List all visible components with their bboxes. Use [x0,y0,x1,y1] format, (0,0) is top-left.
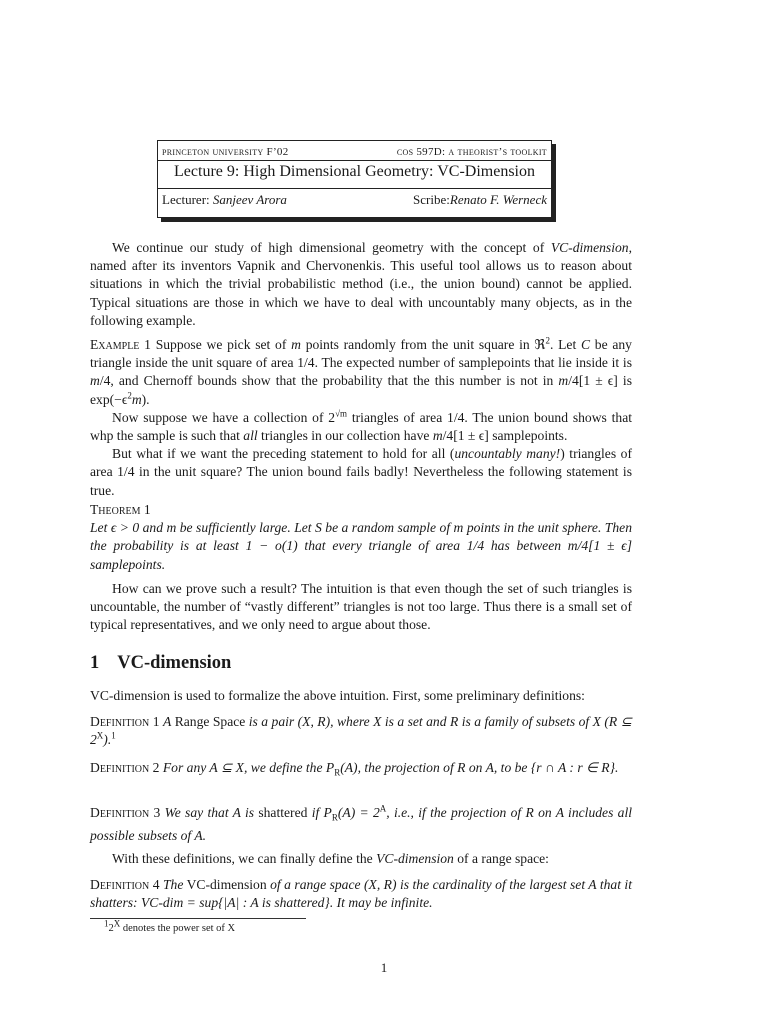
definition-1 [90,713,632,749]
def-text: of a range space (X, R) is the cardinality of the largest set A that it shatters: VC-dim [90,877,632,911]
emph-all: all [243,428,258,444]
with-text: With these definitions, we can finally define the [112,851,377,866]
footnote-marker: 1 [111,730,116,741]
theorem-1-body: Let ϵ > 0 and m be sufficiently large. Let S be a random sample of m points in the unit sphere. Then the probability is at least 1 − o(1) that every triangle of area 1/4 has between m/4[1 ± ϵ] samplepoints. [90,520,632,572]
math-var: C [580,337,591,352]
course-label: cos 597D: a theorist’s toolkit [396,146,547,158]
intro-text-2: , named after its inventors Vapnik and Chervonenkis. This useful tool allows us to reason about situations in which the trivial probabilistic method (i.e., the union bound) cannot be applied. Typical situations are those in which we have to deal with uncountably many objects, as in the following example. [90,240,632,328]
def-text: We say that A is [164,805,255,820]
example-1-label: Example 1 [90,337,151,352]
definition-2 [90,759,632,782]
union-text: triangles in our collection have [257,428,433,444]
example-1-text: . Let [549,337,581,352]
with-text: of a range space: [453,851,549,866]
with-term: VC-dimension [376,851,454,866]
theorem-1 [90,501,632,574]
vc-intro-text: VC-dimension is used to formalize the above intuition. First, some preliminary definitions: [90,688,585,703]
footnote [104,920,235,938]
page-number: 1 [380,960,388,975]
def-text: For any A ⊆ X, we define the P [162,760,335,775]
scribe-line [413,191,547,209]
def-text: , i.e., if the projection of R on A includes all possible subsets of A. [90,805,632,843]
lecture-header-box [157,140,552,218]
definition-3-label: Definition 3 [90,805,161,820]
intro-paragraph [90,239,632,330]
def-text: = sup{|A| : A is shattered}. It may be infinite. [183,895,433,911]
definition-1-label: Definition 1 [90,714,160,729]
scribe-label: Scribe: [413,192,450,207]
section-number: 1 [90,653,100,673]
example-1-text: /4, and Chernoff bounds show that the probability that the this number is not in [99,373,559,389]
footnote-text: denotes the power set of X [120,923,236,934]
union-text: /4[1 ± ϵ] samplepoints. [442,428,568,444]
example-1-text: /4[1 ± ϵ] is exp(−ϵ [90,373,632,407]
scribe-name: Renato F. Werneck [449,192,547,207]
math-var: m [558,373,569,389]
union-text: triangles of area 1/4. The union bound shows that whp the sample is such that [90,409,633,444]
def-text: is a pair (X, R), where X is a set and R is a family of subsets of X (R ⊆ 2 [90,714,633,748]
union-text: Now suppose we have a collection of 2 [112,409,336,425]
def-term: shattered [254,805,312,820]
footnote-sup: X [113,918,121,929]
def-text: A [162,714,172,729]
def-term: Range Space [171,714,249,729]
example-1-text: Suppose we pick set of [150,337,292,352]
lecturer-label: Lecturer: [162,192,210,207]
header-divider-top [158,160,551,161]
lecturer-name: Sanjeev Arora [212,192,287,207]
math-sub: R [331,812,338,823]
definition-4 [90,876,632,912]
math-sup: 2 [127,390,132,401]
math-sub: R [334,767,341,778]
def-text: (A), the projection of R on A, to be {r ∩ A : r ∈ R}. [340,760,619,775]
but-text: But what if we want the preceding statement to hold for all ( [112,446,455,462]
but-paragraph [90,445,632,500]
footnote-mark: 1 [104,918,109,929]
but-text: ) triangles of area 1/4 in the unit square? The union bound fails badly! Nevertheless the following statement is true. [90,446,632,498]
with-paragraph [90,850,632,868]
intro-text-1: We continue our study of high dimensional geometry with the concept of [112,240,551,255]
section-title: VC-dimension [117,653,232,673]
intro-term: VC-dimension [550,240,629,255]
definition-3 [90,804,632,845]
math-var: m [432,428,443,444]
how-paragraph [90,580,632,635]
header-bottom-row [162,191,547,209]
math-sup: √m [335,408,348,419]
university-label: princeton university F’02 [162,146,289,158]
math-sup: X [96,730,104,741]
def-text: if P [311,805,332,820]
lecture-title: Lecture 9: High Dimensional Geometry: VC-Dimension [174,163,535,180]
def-term: VC-dimension [183,877,271,892]
lecturer-line [162,191,287,209]
math-var: m [291,337,301,352]
example-1-text: points randomly from the unit square in ℜ [300,337,546,352]
example-1 [90,336,632,409]
math-sup: 2 [545,335,550,346]
definition-2-label: Definition 2 [90,760,160,775]
example-1-text: ). [141,391,150,407]
header-top-row [162,143,547,161]
section-heading [90,654,231,672]
how-text: How can we prove such a result? The intuition is that even though the set of such triangles is uncountable, the number of “vastly different” triangles is not too large. Thus there is a small set of typical representatives, and we only need to argue about those. [90,581,632,633]
theorem-1-label: Theorem 1 [90,502,151,517]
vc-intro-paragraph [90,687,632,705]
header-divider-bottom [158,188,551,189]
math-sup: A [379,803,387,814]
math-var: m [131,391,142,407]
def-text: ). [103,732,112,748]
definition-4-label: Definition 4 [90,877,160,892]
footnote-rule [90,918,306,919]
emph-uncountably: uncountably many! [454,446,561,462]
math-var: m [90,373,100,389]
example-1-text: be any triangle inside the unit square of area 1/4. The expected number of samplepoints that lie inside it is [90,337,632,371]
example-1-block [90,336,632,500]
def-text: (A) = 2 [337,805,380,820]
def-text: The [162,877,184,892]
footnote-math: 2 [108,923,114,934]
union-paragraph [90,409,632,445]
